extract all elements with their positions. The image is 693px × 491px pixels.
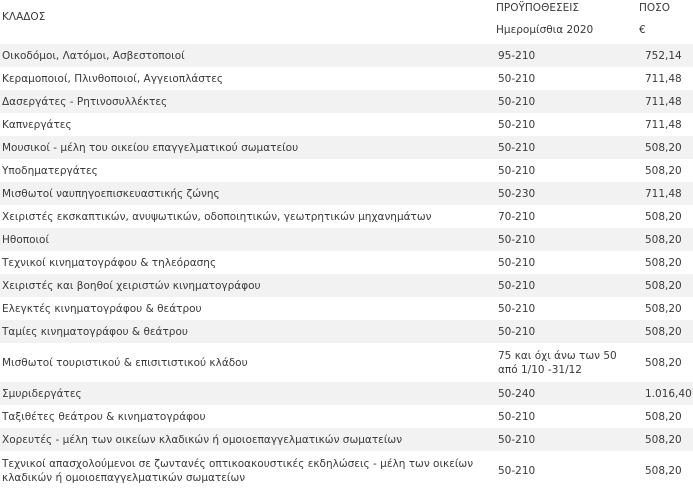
amount-cell: 508,20 (645, 410, 682, 423)
amount-cell: 711,48 (645, 118, 682, 131)
conditions-cell: 50-210 (498, 141, 536, 154)
sector-cell: Οικοδόμοι, Λατόμοι, Ασβεστοποιοί (2, 49, 185, 62)
amount-cell: 711,48 (645, 72, 682, 85)
sector-cell: Σμυριδεργάτες (2, 387, 82, 400)
table-row (0, 136, 693, 159)
conditions-cell: 50-210 (498, 410, 536, 423)
conditions-cell: 50-210 (498, 302, 536, 315)
table-row (0, 67, 693, 90)
amount-cell: 508,20 (645, 141, 682, 154)
sector-cell: Δασεργάτες - Ρητινοσυλλέκτες (2, 95, 168, 108)
table-row (0, 274, 693, 297)
conditions-cell: 50-210 (498, 256, 536, 269)
header-conditions-subtitle: Ημερομίσθια 2020 (496, 24, 594, 36)
table-row (0, 205, 693, 228)
sector-cell: Χορευτές - μέλη των οικείων κλαδικών ή ομοιοεπαγγελματικών σωματείων (2, 433, 403, 446)
table-row (0, 343, 693, 382)
conditions-cell: 50-210 (498, 95, 536, 108)
amount-cell: 508,20 (645, 233, 682, 246)
conditions-cell: 75 και όχι άνω των 50 από 1/10 -31/12 (498, 349, 617, 376)
header-amount-unit: € (639, 24, 646, 36)
table-row (0, 90, 693, 113)
header-conditions (496, 0, 639, 44)
amount-cell: 508,20 (645, 256, 682, 269)
amount-cell: 711,48 (645, 95, 682, 108)
header-conditions-title: ΠΡΟΫΠΟΘΕΣΕΙΣ (496, 2, 579, 14)
conditions-cell: 50-210 (498, 72, 536, 85)
header-sector: ΚΛΑΔΟΣ (0, 0, 496, 44)
amount-cell: 711,48 (645, 187, 682, 200)
amount-cell: 1.016,40 (645, 387, 692, 400)
conditions-cell: 50-210 (498, 118, 536, 131)
sector-cell: Μισθωτοί ναυπηγοεπισκευαστικής ζώνης (2, 187, 220, 200)
amount-cell: 508,20 (645, 279, 682, 292)
amount-cell: 508,20 (645, 465, 682, 477)
sector-cell: Καπνεργάτες (2, 118, 72, 131)
sector-cell: Κεραμοποιοί, Πλινθοποιοί, Αγγειοπλάστες (2, 72, 224, 85)
amount-cell: 508,20 (645, 356, 682, 369)
table-row (0, 159, 693, 182)
table-row (0, 228, 693, 251)
table-row (0, 451, 693, 491)
table-row (0, 382, 693, 405)
amount-cell: 508,20 (645, 433, 682, 446)
conditions-cell: 50-210 (498, 279, 536, 292)
amount-cell: 752,14 (645, 49, 682, 62)
conditions-cell: 50-240 (498, 387, 536, 400)
sector-cell: Μισθωτοί τουριστικού & επισιτιστικού κλάδου (2, 356, 248, 369)
conditions-cell: 50-210 (498, 325, 536, 338)
table-row (0, 428, 693, 451)
sector-cell: Ταξιθέτες θεάτρου & κινηματογράφου (2, 410, 206, 423)
sector-cell: Ηθοποιοί (2, 233, 50, 246)
sector-cell: Τεχνικοί απασχολούμενοι σε ζωντανές οπτικοακουστικές εκδηλώσεις - μέλη των οικείων κλαδικών ή ομοιοεπαγγελματικών σωματείων (2, 458, 474, 484)
conditions-cell: 50-210 (498, 433, 536, 446)
amount-cell: 508,20 (645, 210, 682, 223)
conditions-cell: 70-210 (498, 210, 536, 223)
sector-cell: Χειριστές εκσκαπτικών, ανυψωτικών, οδοποιητικών, γεωτρητικών μηχανημάτων (2, 210, 432, 223)
sector-cell: Τεχνικοί κινηματογράφου & τηλεόρασης (2, 256, 217, 269)
conditions-cell: 50-210 (498, 465, 536, 477)
sector-cell: Υποδηματεργάτες (2, 164, 98, 177)
table-body (0, 44, 693, 491)
conditions-cell: 95-210 (498, 49, 536, 62)
table-row (0, 251, 693, 274)
table-row (0, 405, 693, 428)
conditions-cell: 50-230 (498, 187, 536, 200)
table-header (0, 0, 693, 44)
table-row (0, 113, 693, 136)
conditions-cell: 50-210 (498, 233, 536, 246)
table-row (0, 320, 693, 343)
header-amount-title: ΠΟΣΟ (639, 2, 671, 14)
header-amount (639, 0, 693, 44)
amount-cell: 508,20 (645, 302, 682, 315)
table-row (0, 297, 693, 320)
sector-cell: Χειριστές και βοηθοί χειριστών κινηματογράφου (2, 279, 261, 292)
amount-cell: 508,20 (645, 164, 682, 177)
table-row (0, 182, 693, 205)
amount-cell: 508,20 (645, 325, 682, 338)
sector-cell: Μουσικοί - μέλη του οικείου επαγγελματικού σωματείου (2, 141, 299, 154)
table-row (0, 44, 693, 67)
conditions-cell: 50-210 (498, 164, 536, 177)
sector-cell: Ταμίες κινηματογράφου & θεάτρου (2, 325, 188, 338)
sector-cell: Ελεγκτές κινηματογράφου & θεάτρου (2, 302, 202, 315)
